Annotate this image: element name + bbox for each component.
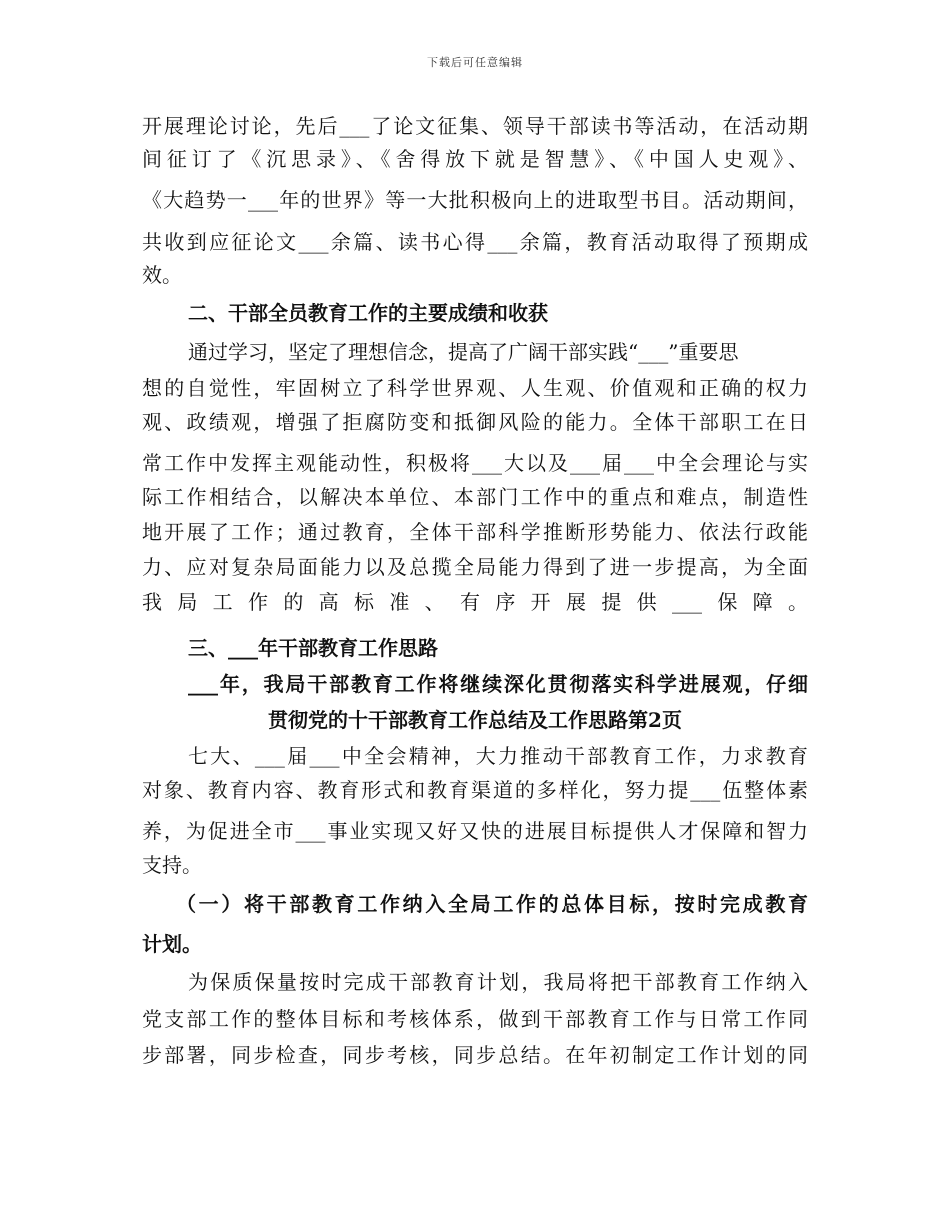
text-line: 支持。 <box>142 853 202 877</box>
text-line: 《大趋势一___年的世界》等一大批积极向上的进取型书目。活动期间， <box>142 188 808 212</box>
text-line: 常工作中发挥主观能动性，积极将___大以及___届___中全会理论与实 <box>142 451 808 475</box>
section-heading: 三、___年干部教育工作思路 <box>188 636 438 660</box>
text-line: 开展理论讨论，先后___了论文征集、领导干部读书等活动，在活动期 <box>142 114 808 138</box>
subsection-heading: 计划。 <box>142 932 202 956</box>
section-paragraph-line: ___年，我局干部教育工作将继续深化贯彻落实科学进展观，仔细 <box>188 672 808 696</box>
text-line: 步部署，同步检查，同步考核，同步总结。在年初制定工作计划的同 <box>142 1043 808 1067</box>
text-line: 养，为促进全市___事业实现又好又快的进展目标提供人才保障和智力 <box>142 819 808 843</box>
text-line: 我局工作的高标准、有序开展提供___保障。 <box>142 590 808 614</box>
text-line: 七大、___届___中全会精神，大力推动干部教育工作，力求教育 <box>188 744 808 768</box>
page-header: 下载后可任意编辑 <box>427 56 523 69</box>
section-heading: 二、干部全员教育工作的主要成绩和收获 <box>188 301 548 325</box>
text-line: 际工作相结合，以解决本单位、本部门工作中的重点和难点，制造性 <box>142 485 808 509</box>
text-line: 地开展了工作；通过教育，全体干部科学推断形势能力、依法行政能 <box>142 520 808 544</box>
text-line: 为保质保量按时完成干部教育计划，我局将把干部教育工作纳入 <box>188 970 808 994</box>
text-line: 对象、教育内容、教育形式和教育渠道的多样化，努力提___伍整体素 <box>142 778 808 802</box>
text-line: 想的自觉性，牢固树立了科学世界观、人生观、价值观和正确的权力 <box>142 376 808 400</box>
text-line: 效。 <box>142 263 182 287</box>
text-line: 力、应对复杂局面能力以及总揽全局能力得到了进一步提高，为全面 <box>142 555 808 579</box>
text-line: 共收到应征论文___余篇、读书心得___余篇，教育活动取得了预期成 <box>142 230 808 254</box>
page-continuation-title: 贯彻党的十干部教育工作总结及工作思路第2页 <box>268 708 682 732</box>
text-line: 间征订了《沉思录》、《舍得放下就是智慧》、《中国人史观》、 <box>142 147 808 171</box>
text-line: 通过学习，坚定了理想信念，提高了广阔干部实践“___”重要思 <box>188 340 739 364</box>
text-line: 观、政绩观，增强了拒腐防变和抵御风险的能力。全体干部职工在日 <box>142 410 808 434</box>
subsection-heading: （一）将干部教育工作纳入全局工作的总体目标，按时完成教育 <box>176 892 808 916</box>
text-line: 党支部工作的整体目标和考核体系，做到干部教育工作与日常工作同 <box>142 1007 808 1031</box>
